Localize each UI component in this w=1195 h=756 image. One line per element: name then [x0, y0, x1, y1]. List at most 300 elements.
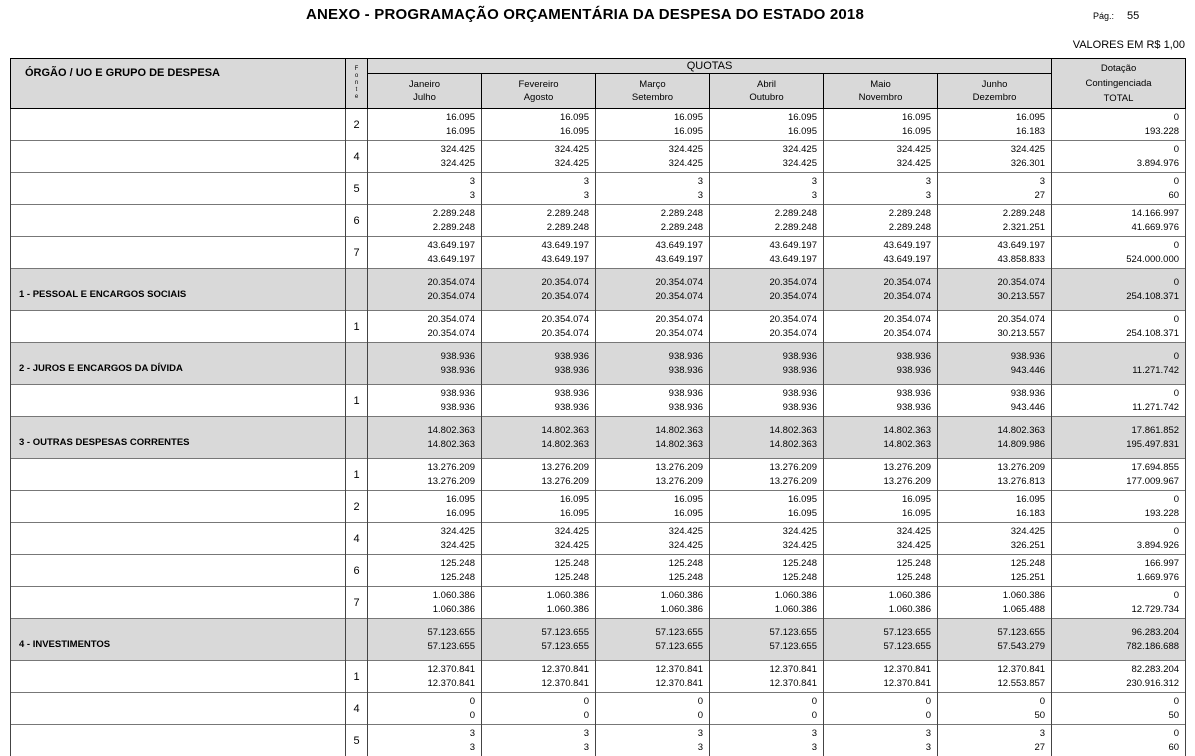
quota-cell: [938, 385, 1052, 417]
quota-cell: [710, 141, 824, 173]
quota-value-first-half: 20.354.074: [938, 276, 1045, 290]
month-header: Março Setembro: [596, 74, 710, 109]
total-value: 195.497.831: [1052, 438, 1179, 452]
quota-value-second-half: 943.446: [938, 364, 1045, 378]
quota-value-first-half: 57.123.655: [368, 626, 475, 640]
quota-value-second-half: 57.123.655: [824, 640, 931, 654]
quota-cell: [482, 173, 596, 205]
quota-value-first-half: 3: [938, 727, 1045, 741]
quota-value-second-half: 20.354.074: [596, 290, 703, 304]
quota-value-second-half: 30.213.557: [938, 327, 1045, 341]
quota-cell: [368, 523, 482, 555]
total-value: 254.108.371: [1052, 327, 1179, 341]
quota-value-second-half: 326.301: [938, 157, 1045, 171]
total-cell: [1052, 311, 1186, 343]
table-row: [11, 385, 1186, 417]
quota-value-first-half: 43.649.197: [596, 239, 703, 253]
contingenciada-value: 0: [1052, 727, 1179, 741]
quota-value-second-half: 0: [710, 709, 817, 723]
total-cell: [1052, 417, 1186, 459]
quota-value-second-half: 30.213.557: [938, 290, 1045, 304]
quota-value-first-half: 3: [368, 175, 475, 189]
total-cell: [1052, 173, 1186, 205]
quota-value-first-half: 938.936: [596, 387, 703, 401]
quota-value-second-half: 2.289.248: [368, 221, 475, 235]
quota-cell: [596, 619, 710, 661]
quota-value-second-half: 43.649.197: [368, 253, 475, 267]
group-label: [11, 141, 346, 173]
total-cell: [1052, 619, 1186, 661]
quota-value-second-half: 938.936: [824, 364, 931, 378]
quota-cell: [938, 491, 1052, 523]
quota-value-second-half: 3: [482, 189, 589, 203]
quota-value-first-half: 13.276.209: [368, 461, 475, 475]
quota-value-second-half: 3: [368, 189, 475, 203]
quota-value-second-half: 27: [938, 741, 1045, 755]
group-label: [11, 173, 346, 205]
currency-note: VALORES EM R$ 1,00: [1073, 39, 1185, 51]
quota-value-second-half: 16.095: [596, 507, 703, 521]
quota-value-first-half: 324.425: [596, 143, 703, 157]
quota-value-first-half: 324.425: [482, 143, 589, 157]
quota-value-second-half: 2.321.251: [938, 221, 1045, 235]
quota-cell: [596, 109, 710, 141]
quota-cell: [824, 491, 938, 523]
quota-cell: [596, 587, 710, 619]
quota-cell: [938, 693, 1052, 725]
quota-value-first-half: 938.936: [710, 387, 817, 401]
quota-value-first-half: 2.289.248: [710, 207, 817, 221]
quota-value-first-half: 14.802.363: [596, 424, 703, 438]
quota-cell: [710, 173, 824, 205]
quota-value-first-half: 3: [482, 175, 589, 189]
quota-cell: [482, 693, 596, 725]
group-label: [11, 491, 346, 523]
total-cell: [1052, 269, 1186, 311]
quota-value-second-half: 938.936: [482, 401, 589, 415]
total-value: 11.271.742: [1052, 401, 1179, 415]
quota-value-second-half: 125.251: [938, 571, 1045, 585]
total-value: 41.669.976: [1052, 221, 1179, 235]
quota-cell: [482, 141, 596, 173]
quota-value-second-half: 14.802.363: [368, 438, 475, 452]
quota-cell: [938, 269, 1052, 311]
quota-cell: [596, 343, 710, 385]
quota-cell: [368, 417, 482, 459]
quota-cell: [710, 343, 824, 385]
quota-cell: [938, 343, 1052, 385]
total-cell: [1052, 587, 1186, 619]
quota-value-first-half: 324.425: [482, 525, 589, 539]
table-row: [11, 459, 1186, 491]
quota-cell: [596, 555, 710, 587]
quota-value-first-half: 20.354.074: [824, 313, 931, 327]
quota-cell: [368, 141, 482, 173]
quota-cell: [596, 269, 710, 311]
fonte-cell: 7: [346, 237, 368, 269]
quota-value-first-half: 16.095: [482, 493, 589, 507]
quota-cell: [824, 555, 938, 587]
quota-cell: [824, 693, 938, 725]
quota-value-first-half: 3: [710, 175, 817, 189]
quota-value-first-half: 13.276.209: [824, 461, 931, 475]
contingenciada-value: 17.861.852: [1052, 424, 1179, 438]
table-row: [11, 311, 1186, 343]
total-cell: [1052, 385, 1186, 417]
quota-value-first-half: 13.276.209: [596, 461, 703, 475]
quota-cell: [368, 385, 482, 417]
total-value: 60: [1052, 189, 1179, 203]
total-value: 782.186.688: [1052, 640, 1179, 654]
quota-value-second-half: 14.802.363: [482, 438, 589, 452]
quota-cell: [596, 311, 710, 343]
quota-value-first-half: 20.354.074: [368, 276, 475, 290]
quota-value-second-half: 20.354.074: [368, 327, 475, 341]
quota-value-second-half: 938.936: [710, 401, 817, 415]
quota-value-first-half: 0: [482, 695, 589, 709]
quota-cell: [710, 693, 824, 725]
quota-value-first-half: 57.123.655: [596, 626, 703, 640]
fonte-cell: 2: [346, 491, 368, 523]
quota-cell: [710, 725, 824, 756]
quota-cell: [482, 109, 596, 141]
quota-value-second-half: 938.936: [596, 364, 703, 378]
quota-cell: [938, 555, 1052, 587]
quota-value-second-half: 938.936: [368, 401, 475, 415]
quota-value-first-half: 938.936: [368, 350, 475, 364]
quota-value-first-half: 938.936: [482, 350, 589, 364]
quota-value-second-half: 0: [596, 709, 703, 723]
quota-value-second-half: 16.095: [368, 125, 475, 139]
quota-cell: [824, 385, 938, 417]
quota-value-second-half: 125.248: [710, 571, 817, 585]
quota-cell: [710, 417, 824, 459]
quota-value-second-half: 1.065.488: [938, 603, 1045, 617]
month-header: Abril Outubro: [710, 74, 824, 109]
quota-value-second-half: 3: [710, 741, 817, 755]
total-cell: [1052, 725, 1186, 756]
quota-cell: [596, 459, 710, 491]
quota-value-first-half: 12.370.841: [596, 663, 703, 677]
quota-value-second-half: 50: [938, 709, 1045, 723]
quota-cell: [368, 619, 482, 661]
quota-value-second-half: 20.354.074: [482, 290, 589, 304]
quota-value-second-half: 938.936: [368, 364, 475, 378]
quota-cell: [596, 205, 710, 237]
quota-value-first-half: 1.060.386: [368, 589, 475, 603]
quota-value-first-half: 20.354.074: [710, 313, 817, 327]
table-row: [11, 523, 1186, 555]
quota-value-second-half: 20.354.074: [824, 290, 931, 304]
quota-cell: [596, 725, 710, 756]
quota-value-first-half: 43.649.197: [368, 239, 475, 253]
quota-cell: [596, 523, 710, 555]
quota-value-first-half: 12.370.841: [710, 663, 817, 677]
total-cell: [1052, 141, 1186, 173]
quota-value-first-half: 125.248: [368, 557, 475, 571]
quota-value-second-half: 324.425: [710, 157, 817, 171]
contingenciada-value: 17.694.855: [1052, 461, 1179, 475]
total-value: 12.729.734: [1052, 603, 1179, 617]
group-label: [11, 555, 346, 587]
quota-cell: [710, 459, 824, 491]
quota-value-second-half: 938.936: [482, 364, 589, 378]
contingenciada-value: 0: [1052, 525, 1179, 539]
quota-cell: [368, 173, 482, 205]
quota-cell: [482, 417, 596, 459]
fonte-cell: 5: [346, 173, 368, 205]
fonte-cell: 5: [346, 725, 368, 756]
total-cell: [1052, 205, 1186, 237]
quota-value-second-half: 13.276.209: [710, 475, 817, 489]
quota-value-second-half: 57.123.655: [482, 640, 589, 654]
quota-value-second-half: 16.095: [368, 507, 475, 521]
group-label: [11, 661, 346, 693]
quota-value-second-half: 12.553.857: [938, 677, 1045, 691]
quota-cell: [824, 523, 938, 555]
fonte-cell: 4: [346, 141, 368, 173]
quota-cell: [368, 555, 482, 587]
quota-value-first-half: 16.095: [824, 111, 931, 125]
quota-value-first-half: 938.936: [824, 350, 931, 364]
quota-value-second-half: 13.276.209: [824, 475, 931, 489]
quota-value-first-half: 2.289.248: [824, 207, 931, 221]
quota-value-second-half: 43.649.197: [596, 253, 703, 267]
fonte-header: F o n t e: [346, 59, 368, 109]
quota-cell: [938, 109, 1052, 141]
fonte-cell: 2: [346, 109, 368, 141]
group-label: [11, 385, 346, 417]
quota-cell: [710, 385, 824, 417]
quota-value-second-half: 1.060.386: [596, 603, 703, 617]
quota-cell: [824, 661, 938, 693]
contingenciada-value: 14.166.997: [1052, 207, 1179, 221]
quota-cell: [596, 661, 710, 693]
quota-value-second-half: 16.183: [938, 125, 1045, 139]
group-label: [11, 523, 346, 555]
quota-value-second-half: 57.123.655: [368, 640, 475, 654]
quota-value-second-half: 1.060.386: [368, 603, 475, 617]
quota-value-second-half: 324.425: [482, 539, 589, 553]
quota-value-first-half: 16.095: [824, 493, 931, 507]
quota-value-first-half: 3: [824, 727, 931, 741]
total-value: 524.000.000: [1052, 253, 1179, 267]
quota-value-first-half: 3: [824, 175, 931, 189]
month-header: Maio Novembro: [824, 74, 938, 109]
quota-cell: [824, 459, 938, 491]
quota-value-second-half: 3: [824, 189, 931, 203]
total-value: 3.894.976: [1052, 157, 1179, 171]
quota-value-first-half: 20.354.074: [710, 276, 817, 290]
total-value: 193.228: [1052, 125, 1179, 139]
contingenciada-value: 96.283.204: [1052, 626, 1179, 640]
quota-value-first-half: 0: [596, 695, 703, 709]
total-value: 11.271.742: [1052, 364, 1179, 378]
quota-value-first-half: 14.802.363: [938, 424, 1045, 438]
total-value: 193.228: [1052, 507, 1179, 521]
quota-value-second-half: 16.095: [824, 507, 931, 521]
quota-value-first-half: 938.936: [596, 350, 703, 364]
contingenciada-value: 82.283.204: [1052, 663, 1179, 677]
quota-value-second-half: 125.248: [824, 571, 931, 585]
quota-value-second-half: 938.936: [710, 364, 817, 378]
contingenciada-value: 0: [1052, 276, 1179, 290]
quota-value-second-half: 13.276.209: [368, 475, 475, 489]
quota-value-first-half: 938.936: [710, 350, 817, 364]
quota-cell: [938, 619, 1052, 661]
quota-value-second-half: 2.289.248: [824, 221, 931, 235]
table-row: [11, 693, 1186, 725]
quota-cell: [482, 523, 596, 555]
month-header: Fevereiro Agosto: [482, 74, 596, 109]
group-label: [11, 109, 346, 141]
quota-value-first-half: 20.354.074: [368, 313, 475, 327]
total-header: Dotação Contingenciada TOTAL: [1052, 59, 1186, 109]
quota-value-first-half: 16.095: [596, 493, 703, 507]
quota-cell: [938, 587, 1052, 619]
group-label: 3 - OUTRAS DESPESAS CORRENTES: [11, 417, 346, 459]
quota-cell: [710, 491, 824, 523]
quota-value-first-half: 14.802.363: [482, 424, 589, 438]
quota-value-second-half: 1.060.386: [482, 603, 589, 617]
quota-value-second-half: 1.060.386: [710, 603, 817, 617]
group-row: [11, 343, 1186, 385]
quota-value-second-half: 43.858.833: [938, 253, 1045, 267]
quota-cell: [824, 109, 938, 141]
quota-value-first-half: 3: [710, 727, 817, 741]
quota-cell: [824, 343, 938, 385]
quota-cell: [368, 311, 482, 343]
fonte-cell: 6: [346, 205, 368, 237]
quota-value-first-half: 125.248: [824, 557, 931, 571]
total-cell: [1052, 109, 1186, 141]
total-value: 3.894.926: [1052, 539, 1179, 553]
quota-value-second-half: 16.095: [710, 125, 817, 139]
quota-value-second-half: 324.425: [596, 157, 703, 171]
quota-value-second-half: 13.276.209: [596, 475, 703, 489]
quota-cell: [368, 269, 482, 311]
quota-value-first-half: 324.425: [824, 525, 931, 539]
quota-cell: [938, 725, 1052, 756]
budget-table: [10, 58, 1186, 756]
quota-value-first-half: 0: [710, 695, 817, 709]
quota-value-first-half: 3: [482, 727, 589, 741]
contingenciada-value: 0: [1052, 589, 1179, 603]
quota-cell: [824, 141, 938, 173]
quota-cell: [368, 725, 482, 756]
quota-value-first-half: 12.370.841: [938, 663, 1045, 677]
fonte-cell: [346, 417, 368, 459]
quota-cell: [482, 205, 596, 237]
quota-cell: [824, 269, 938, 311]
quota-value-second-half: 324.425: [824, 157, 931, 171]
contingenciada-value: 0: [1052, 313, 1179, 327]
quota-value-second-half: 324.425: [596, 539, 703, 553]
quota-value-second-half: 2.289.248: [596, 221, 703, 235]
quota-value-first-half: 13.276.209: [710, 461, 817, 475]
quota-cell: [710, 269, 824, 311]
quota-cell: [710, 619, 824, 661]
quota-value-first-half: 43.649.197: [482, 239, 589, 253]
quota-value-second-half: 3: [710, 189, 817, 203]
quota-value-second-half: 43.649.197: [482, 253, 589, 267]
quota-value-first-half: 1.060.386: [824, 589, 931, 603]
quota-cell: [938, 173, 1052, 205]
quota-value-first-half: 20.354.074: [824, 276, 931, 290]
quota-cell: [710, 555, 824, 587]
quota-value-first-half: 13.276.209: [482, 461, 589, 475]
total-value: 230.916.312: [1052, 677, 1179, 691]
quota-value-second-half: 12.370.841: [368, 677, 475, 691]
quota-value-first-half: 938.936: [368, 387, 475, 401]
quota-value-first-half: 16.095: [596, 111, 703, 125]
quota-value-second-half: 3: [482, 741, 589, 755]
quota-cell: [824, 619, 938, 661]
quota-cell: [710, 587, 824, 619]
quota-value-second-half: 938.936: [824, 401, 931, 415]
quota-value-first-half: 20.354.074: [482, 313, 589, 327]
quota-value-second-half: 0: [368, 709, 475, 723]
contingenciada-value: 0: [1052, 175, 1179, 189]
quota-cell: [596, 385, 710, 417]
total-cell: [1052, 459, 1186, 491]
quota-value-second-half: 3: [596, 189, 703, 203]
quota-value-first-half: 57.123.655: [482, 626, 589, 640]
quota-value-first-half: 16.095: [938, 111, 1045, 125]
group-label: [11, 725, 346, 756]
contingenciada-value: 0: [1052, 111, 1179, 125]
group-row: [11, 269, 1186, 311]
group-label: [11, 237, 346, 269]
group-row: [11, 417, 1186, 459]
quota-cell: [938, 459, 1052, 491]
quota-cell: [824, 311, 938, 343]
quota-value-second-half: 14.802.363: [710, 438, 817, 452]
quota-value-first-half: 125.248: [482, 557, 589, 571]
quota-value-first-half: 3: [596, 175, 703, 189]
quota-value-second-half: 3: [596, 741, 703, 755]
quota-cell: [824, 173, 938, 205]
quota-cell: [938, 237, 1052, 269]
total-value: 50: [1052, 709, 1179, 723]
quota-cell: [938, 661, 1052, 693]
quota-value-first-half: 14.802.363: [368, 424, 475, 438]
quota-cell: [482, 343, 596, 385]
total-value: 1.669.976: [1052, 571, 1179, 585]
quota-value-first-half: 2.289.248: [596, 207, 703, 221]
quota-cell: [710, 205, 824, 237]
quota-value-first-half: 938.936: [482, 387, 589, 401]
contingenciada-value: 0: [1052, 239, 1179, 253]
quota-value-second-half: 0: [824, 709, 931, 723]
quota-value-first-half: 1.060.386: [710, 589, 817, 603]
quota-value-second-half: 16.095: [482, 507, 589, 521]
quota-value-first-half: 0: [824, 695, 931, 709]
table-row: [11, 587, 1186, 619]
quota-value-second-half: 57.543.279: [938, 640, 1045, 654]
table-row: [11, 205, 1186, 237]
quota-cell: [938, 141, 1052, 173]
quota-value-first-half: 125.248: [938, 557, 1045, 571]
quota-value-first-half: 938.936: [824, 387, 931, 401]
quota-value-second-half: 3: [368, 741, 475, 755]
total-value: 60: [1052, 741, 1179, 755]
quota-value-first-half: 20.354.074: [938, 313, 1045, 327]
quota-cell: [368, 491, 482, 523]
quota-value-second-half: 20.354.074: [710, 290, 817, 304]
quota-value-second-half: 13.276.209: [482, 475, 589, 489]
quota-cell: [482, 587, 596, 619]
